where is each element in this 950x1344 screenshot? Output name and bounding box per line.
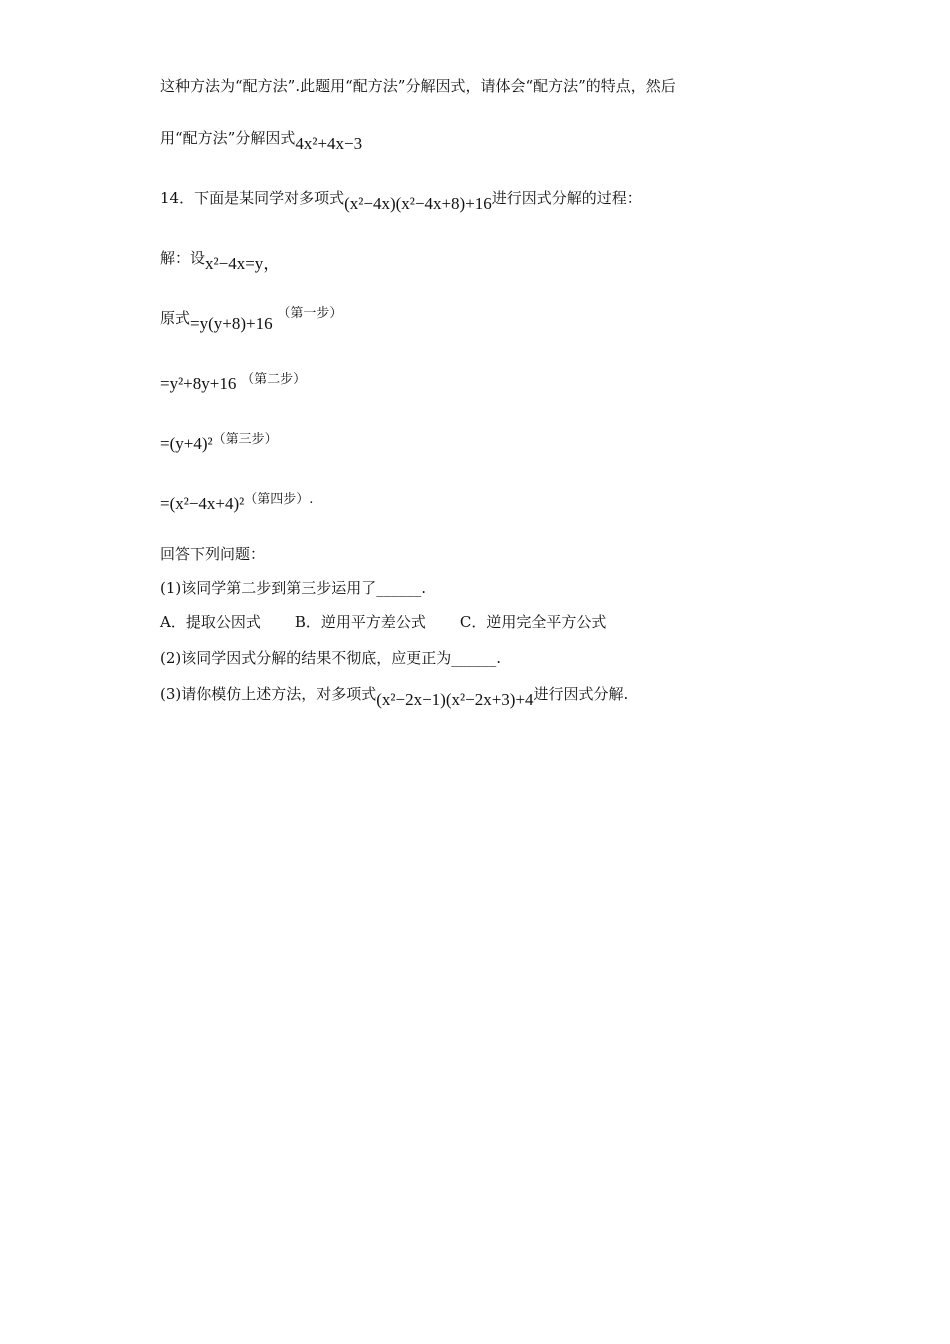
step-line-3 <box>160 434 278 456</box>
prompt-text: 回答下列问题： <box>160 545 266 563</box>
solution-label: 解：设 <box>160 249 206 267</box>
math-expression: =(x²−4x+4)² <box>160 494 245 513</box>
solution-line <box>160 248 281 273</box>
part-3 <box>160 684 629 709</box>
option-c: C．逆用完全平方公式 <box>459 613 607 631</box>
options-row <box>160 612 606 632</box>
math-expression: x²−4x=y， <box>205 254 281 273</box>
math-expression: (x²−2x−1)(x²−2x+3)+4 <box>376 690 534 709</box>
math-expression: =y(y+8)+16 <box>190 314 273 333</box>
step-note: （第一步） <box>277 306 343 321</box>
part-2-text: (2)该同学因式分解的结果不彻底，应更正为______. <box>160 649 502 667</box>
question-number-text: 14．下面是某同学对多项式 <box>160 189 345 207</box>
step-note: （第二步） <box>241 372 307 387</box>
part-3-text-end: 进行因式分解. <box>533 685 629 703</box>
step-line-2 <box>160 374 306 396</box>
answer-prompt <box>160 544 265 564</box>
paragraph-line-2 <box>160 128 363 153</box>
step-note: （第四步）. <box>244 492 314 507</box>
paragraph-line-1 <box>160 76 676 96</box>
part-1-text: (1)该同学第二步到第三步运用了______. <box>160 579 427 597</box>
part-3-text: (3)请你模仿上述方法，对多项式 <box>160 685 377 703</box>
paragraph-text: 这种方法为“配方法”.此题用“配方法”分解因式，请体会“配方法”的特点，然后 <box>160 77 676 95</box>
part-2 <box>160 648 501 668</box>
paragraph-text: 用“配方法”分解因式 <box>160 129 296 147</box>
option-b: B．逆用平方差公式 <box>294 613 426 631</box>
math-expression: (x²−4x)(x²−4x+8)+16 <box>344 194 492 213</box>
option-a: A．提取公因式 <box>160 613 261 631</box>
step-note: （第三步） <box>212 432 278 447</box>
math-expression: =(y+4)² <box>160 434 213 453</box>
original-label: 原式 <box>160 309 191 327</box>
math-expression: =y²+8y+16 <box>160 374 237 393</box>
step-line-4 <box>160 494 313 516</box>
math-expression: 4x²+4x−3 <box>295 134 363 153</box>
part-1 <box>160 578 426 598</box>
question-14-intro <box>160 188 642 213</box>
step-line-1 <box>160 306 343 333</box>
question-text: 进行因式分解的过程： <box>491 189 642 207</box>
